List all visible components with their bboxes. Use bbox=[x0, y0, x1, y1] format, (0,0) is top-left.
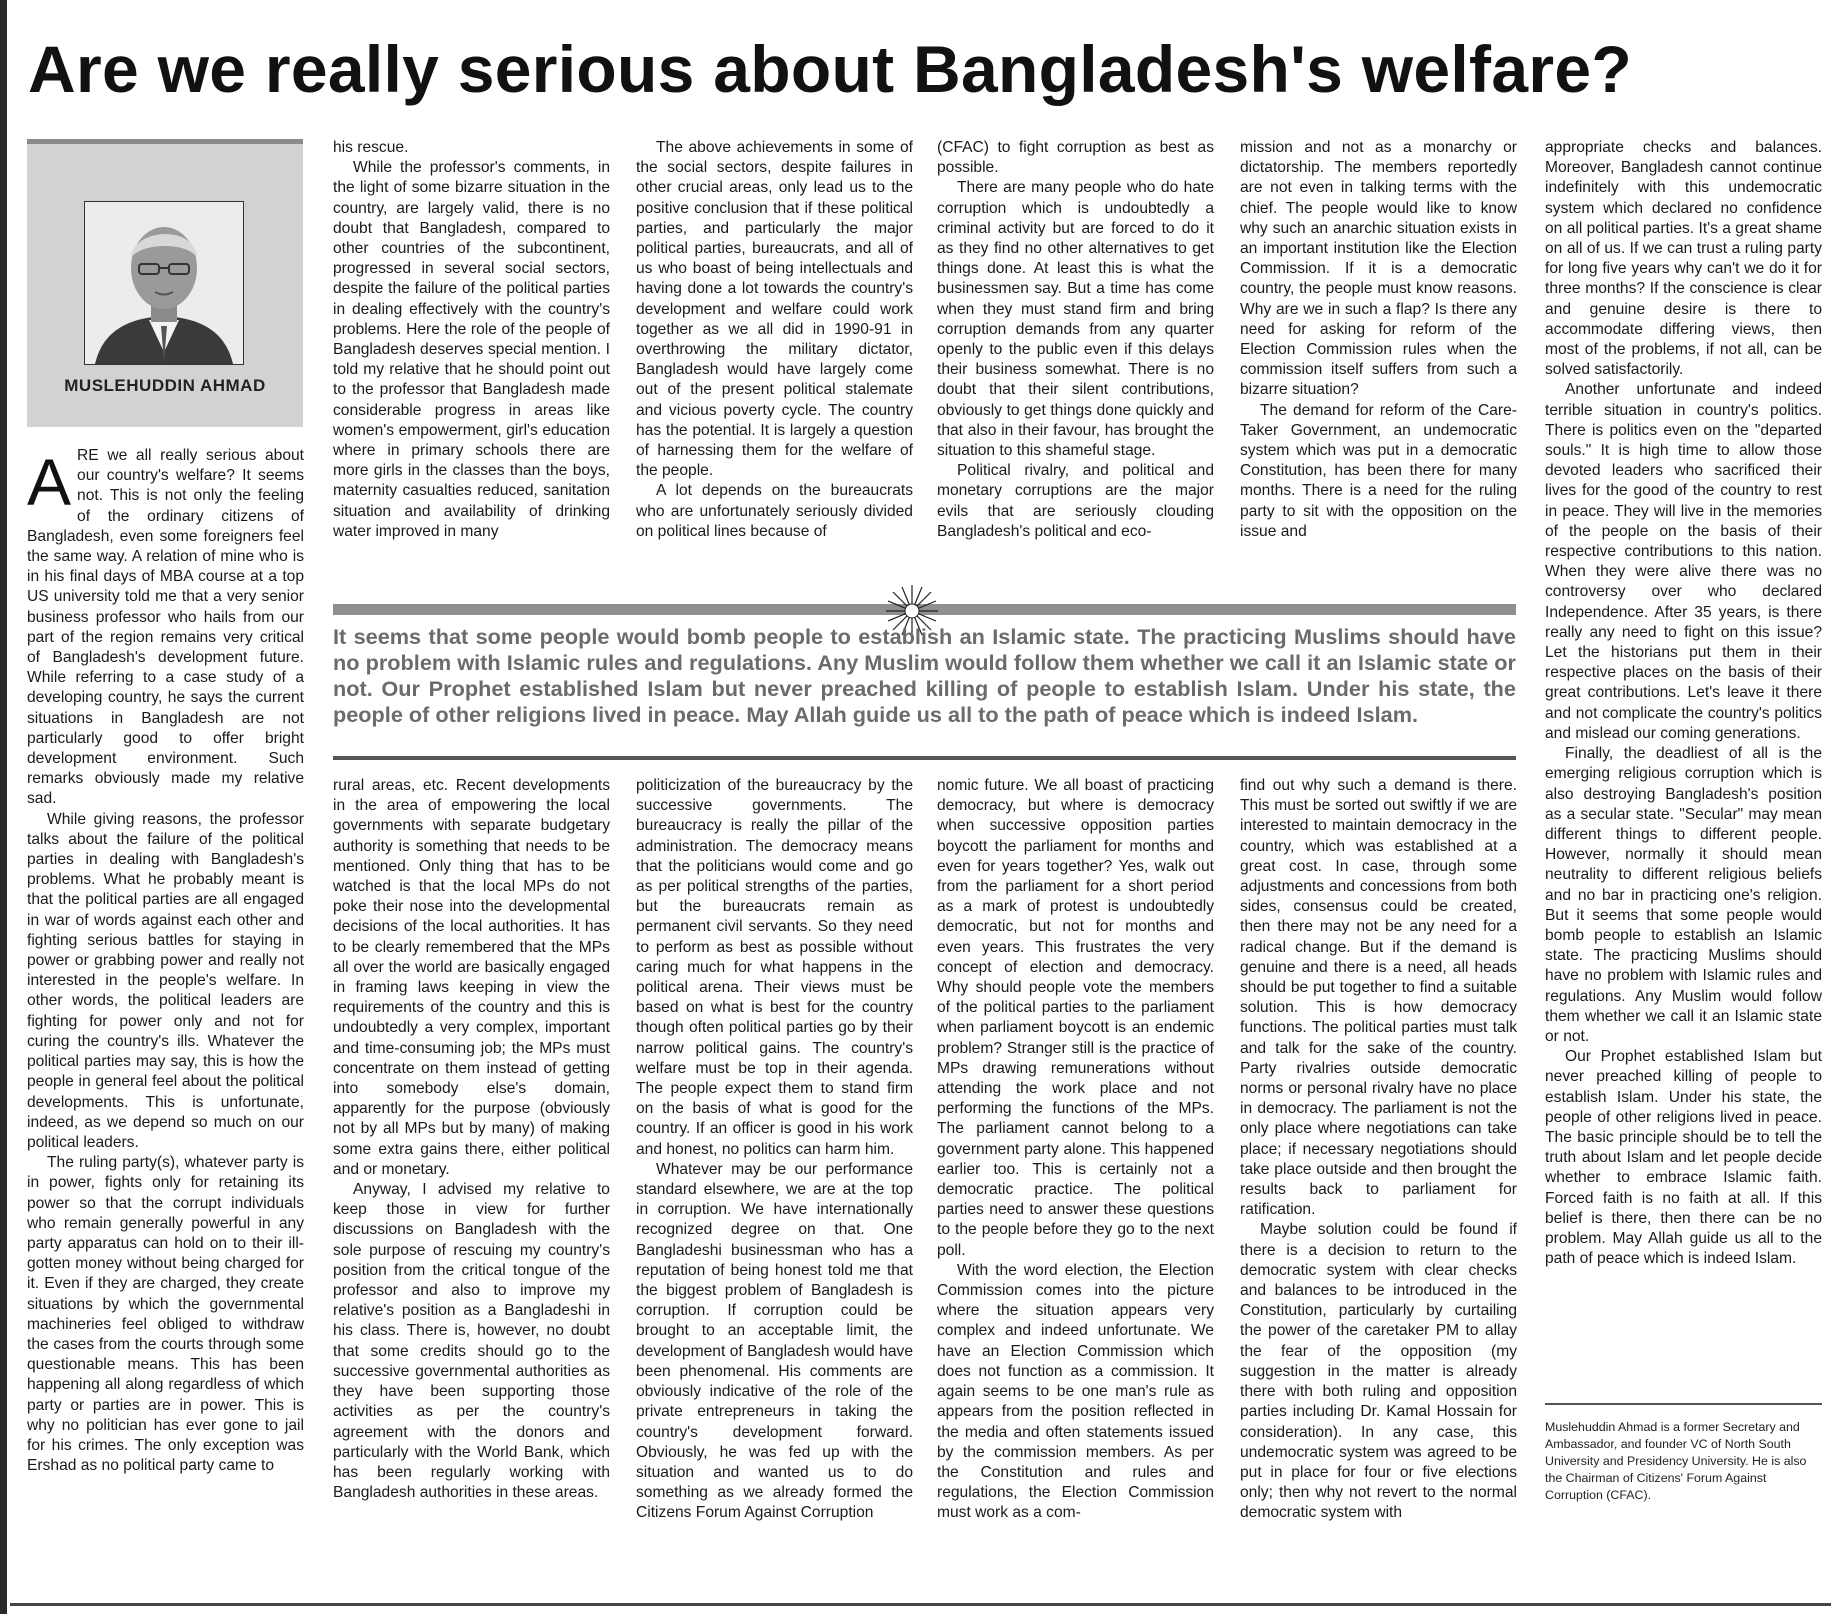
paragraph: Another unfortunate and indeed terrible situation in country's politics. There is politics even on the "departed souls." It is high time to allow those devoted leaders who sacrificed their lives for the good of the country to rest in peace. They will live in the memories of the people on the basis of their respective contributions to this nation. When they were alive there was no controversy over who declared Independence. After 35 years, is there really any need to fight on this issue? Let the historians put them in their respective places on the basis of their great contributions. Let's leave it there and not complicate the country's politics and mislead our coming generations. bbox=[1545, 381, 1822, 742]
drop-cap: A bbox=[27, 446, 72, 519]
paragraph: Whatever may be our performance standard elsewhere, we are at the top in corruption. We have internationally recognized degree on that. One Bangladeshi businessman who has a reputation of being honest told me that the biggest problem of Bangladesh is corruption. If corruption could be brought to an acceptable limit, the development of Bangladesh would have been phenomenal. His comments are obviously indicative of the role of the private entrepreneurs in taking the country's development forward. Obviously, he was fed up with the situation and wanted us to do something as we already formed the Citizens Forum Against Corruption bbox=[636, 1160, 913, 1522]
portrait-icon bbox=[85, 202, 243, 364]
paragraph: appropriate checks and balances. Moreover, Bangladesh cannot continue indefinitely with this undemocratic system which declared no confidence on all political parties. It's a great shame on all of us. If we can trust a ruling party for long five years why can't we do it for three months? If the conscience is clear and genuine desire is there to accommodate differing views, then most of the problems, if not all, can be solved satisfactorily. bbox=[1545, 139, 1822, 379]
author-portrait-photo bbox=[84, 201, 244, 365]
paragraph: Maybe solution could be found if there is a decision to return to the democratic system with clear checks and balances to be introduced in the Constitution, particularly by curtailing the power of the caretaker PM to allay the fear of the opposition (my suggestion in the matter is already there with both ruling and opposition parties including Dr. Kamal Hossain for consideration). In any case, this undemocratic system was agreed to be put in place for four or five elections only; then why not revert to the normal democratic system with bbox=[1240, 1221, 1517, 1522]
article-column-1 bbox=[27, 446, 304, 1601]
paragraph: A lot depends on the bureaucrats who are unfortunately seriously divided on political lines because of bbox=[636, 482, 913, 540]
paragraph: While giving reasons, the professor talks about the failure of the political parties in dealing with Bangladesh's problems. What he probably meant is that the political parties are all engaged in war of words against each other and fighting serious battles for staying in power or grabbing power and really not interested in the people's welfare. In other words, the political leaders are fighting for power only and not for curing the country's ills. Whatever the political parties may say, this is how the people in general feel about the political developments. This is unfortunate, indeed, as we depend so much on our political leaders. bbox=[27, 810, 304, 1151]
lead-paragraph bbox=[27, 446, 304, 810]
author-bio: Muslehuddin Ahmad is a former Secretary and Ambassador, and founder VC of North South University and Presidency University. He is also the Chairman of Citizens' Forum Against Corruption (CFAC). bbox=[1545, 1420, 1807, 1502]
headline: Are we really serious about Bangladesh's welfare? bbox=[28, 32, 1632, 106]
author-name: MUSLEHUDDIN AHMAD bbox=[64, 376, 266, 395]
paragraph: politicization of the bureaucracy by the successive governments. The bureaucracy is really the pillar of the administration. The democracy means that the politicians would come and go as per political strengths of the parties, but the bureaucrats remain as permanent civil servants. So they need to perform as best as possible without caring much for what happens in the political arena. Their views must be based on what is best for the country though often political parties go by their narrow political gains. The country's welfare must be top in their agenda. The people expect them to stand firm on the basis of what is good for the country. If an officer is good in his work and honest, no politics can harm him. bbox=[636, 777, 913, 1158]
paragraph: Our Prophet established Islam but never preached killing of people to establish Islam. Under his state, the people of other religions lived in peace. The basic principle should be to tell the truth about Islam and let people decide whether to embrace Islamic faith. Forced faith is no faith at all. If this belief is there, then there can be no problem. May Allah guide us all to the path of peace which is indeed Islam. bbox=[1545, 1048, 1822, 1268]
paragraph: nomic future. We all boast of practicing democracy, but where is democracy when successive opposition parties boycott the parliament for months and even for years together? Yes, walk out from the parliament for a short period as a mark of protest is undoubtedly democratic, but not for months and even years. This frustrates the very concept of election and democracy. Why should people vote the members of the political parties to the parliament when parliament boycott is an endemic problem? Stranger still is the practice of MPs drawing remunerations without attending the work place and not performing the functions of the MPs. The parliament cannot belong to a government party alone. This happened earlier too. This is certainly not a democratic practice. The political parties need to answer these questions to the people before they go to the next poll. bbox=[937, 777, 1214, 1259]
paragraph: With the word election, the Election Commission comes into the picture where the situation appears very complex and indeed unfortunate. We have an Election Commission which does not function as a commission. It again seems to be one man's rule as appears from the position reflected in the media and often statements issued by the commission members. As per the Constitution and rules and regulations, the Election Commission must work as a com- bbox=[937, 1261, 1214, 1522]
paragraph: find out why such a demand is there. This must be sorted out swiftly if we are interested to maintain democracy in the country, which was established at a great cost. In case, through some adjustments and concessions from both sides, consensus could be created, then there may not be any need for a radical change. But if the demand is genuine and there is a need, all heads should be put together to find a suitable solution. This is how democracy functions. The political parties must talk and talk for the sake of the country. Party rivalries outside democratic norms or personal rivalry have no place in democracy. The parliament is not the only place where negotiations can take place; if necessary negotiations should take place outside and then brought the results back to parliament for ratification. bbox=[1240, 777, 1517, 1219]
paragraph: mission and not as a monarchy or dictatorship. The members reportedly are not even in talking terms with the chief. The people would like to know why such an anarchic situation exists in an important institution like the Election Commission. If it is a democratic country, the people must know reasons. Why are we in such a flap? Is there any need for asking for reform of the Election Commission rules when the commission itself suffers from such a bizarre situation? bbox=[1240, 139, 1517, 399]
paragraph: The demand for reform of the Care-Taker Government, an undemocratic system which was put in a democratic Constitution, has been there for many months. There is a need for the ruling party to sit with the opposition on the issue and bbox=[1240, 401, 1517, 540]
bio-divider bbox=[1545, 1403, 1822, 1405]
article-column-5-top bbox=[1240, 138, 1517, 594]
paragraph: While the professor's comments, in the light of some bizarre situation in the country, are largely valid, there is no doubt that Bangladesh, compared to other countries of the subcontinent, progressed in several social sectors, despite the failure of the political parties in dealing effectively with the country's problems. Here the role of the people of Bangladesh deserves special mention. I told my relative that he should point out to the professor that Bangladesh made considerable progress in areas like women's empowerment, girl's education where in primary schools there are more girls in the classes than the boys, maternity casualties reduced, sanitation situation and availability of drinking water improved in many bbox=[333, 159, 610, 540]
pullquote: It seems that some people would bomb people to establish an Islamic state. The practicing Muslims should have no problem with Islamic rules and regulations. Any Muslim would follow them whether we call it an Islamic state or not. Our Prophet established Islam but never preached killing of people to establish Islam. Under his state, the people of other religions lived in peace. May Allah guide us all to the path of peace which is indeed Islam. bbox=[333, 624, 1516, 727]
paragraph: Anyway, I advised my relative to keep those in view for further discussions on Bangladesh with the sole purpose of rescuing my country's position from the critical tongue of the professor and also to improve my relative's position as a Bangladeshi in his class. There is, however, no doubt that some credits should go to the successive governmental authorities as they have been supporting those activities as per the country's agreement with the donors and particularly with the World Bank, which has been regularly working with Bangladesh authorities in these areas. bbox=[333, 1181, 610, 1502]
article-column-3-bottom bbox=[636, 776, 913, 1601]
paragraph: (CFAC) to fight corruption as best as possible. bbox=[937, 139, 1214, 177]
paragraph: The above achievements in some of the social sectors, despite failures in other crucial areas, only lead us to the positive conclusion that if these political parties, and particularly the major political parties, bureaucrats, and all of us who boast of being intellectuals and having done a lot towards the country's development and welfare could work together as we all did in 1990-91 in overthrowing the military dictator, Bangladesh would have largely come out of the present political stalemate and vicious poverty cycle. The country has the potential. It is largely a question of harnessing them for the welfare of the people. bbox=[636, 139, 913, 480]
paragraph: Political rivalry, and political and monetary corruptions are the major evils that are seriously clouding Bangladesh's political and eco- bbox=[937, 462, 1214, 540]
paragraph: rural areas, etc. Recent developments in the area of empowering the local governments with separate budgetary authority is something that needs to be mentioned. Only thing that has to be watched is that the local MPs do not poke their nose into the developmental decisions of the local authorities. It has to be clearly remembered that the MPs all over the world are basically engaged in framing laws keeping in view the requirements of the country and this is undoubtedly a very complex, important and time-consuming job; the MPs must concentrate on them instead of getting into somebody else's domain, apparently for the purpose (obviously not by all MPs but by many) of making some extra gains there, either political and or monetary. bbox=[333, 777, 610, 1178]
bottom-rule bbox=[10, 1603, 1831, 1606]
article-column-6 bbox=[1545, 138, 1822, 1398]
paragraph-text: RE we all really serious about our country's welfare? It seems not. This is not only the feeling of the ordinary citizens of Bangladesh, even some foreigners feel the same way. A relation of mine who is in his final days of MBA course at a top US university told me that a very senior business professor who hails from our part of the region remains very critical of Bangladesh's development future. While referring to a case study of a developing country, he says the current situations in Bangladesh are not particularly good to offer bright development environment. Such remarks obviously made my relative sad. bbox=[27, 447, 304, 808]
page-edge bbox=[0, 0, 7, 1614]
author-box bbox=[27, 139, 303, 427]
article-column-2-top bbox=[333, 138, 610, 594]
article-column-4-bottom bbox=[937, 776, 1214, 1601]
pullquote-bottom-bar bbox=[333, 756, 1516, 760]
article-column-2-bottom bbox=[333, 776, 610, 1601]
paragraph: There are many people who do hate corruption which is undoubtedly a criminal activity but are forced to do it as they find no other alternatives to get things done. At least this is what the businessmen say. But a time has come when they must stand firm and bring corruption demands from any quarter openly to the public even if this delays their business somewhat. There is no doubt that their silent contributions, obviously to get things done quickly and that also in their favour, has brought the situation to this shameful stage. bbox=[937, 179, 1214, 460]
paragraph: his rescue. bbox=[333, 139, 409, 156]
article-column-3-top bbox=[636, 138, 913, 594]
article-column-4-top bbox=[937, 138, 1214, 594]
paragraph: The ruling party(s), whatever party is in power, fights only for retaining its power so that the corrupt individuals who remain generally powerful in any party apparatus can hold on to their ill-gotten money without being charged for it. Even if they are charged, they create situations by which the governmental machineries feel obliged to withdraw the cases from the courts through some questionable means. This has been happening all along regardless of which party or parties are in power. This is why no politician has ever gone to jail for his crimes. The only exception was Ershad as no political party came to bbox=[27, 1154, 304, 1475]
paragraph: Finally, the deadliest of all is the emerging religious corruption which is also destroying Bangladesh's position as a secular state. "Secular" may mean different things to different people. However, normally it should mean neutrality to different religious beliefs and no bar in practicing one's religion. But it seems that some people would bomb people to establish an Islamic state. The practicing Muslims should have no problem with Islamic rules and regulations. Any Muslim would follow them whether we call it an Islamic state or not. bbox=[1545, 745, 1822, 1045]
article-column-5-bottom bbox=[1240, 776, 1517, 1601]
